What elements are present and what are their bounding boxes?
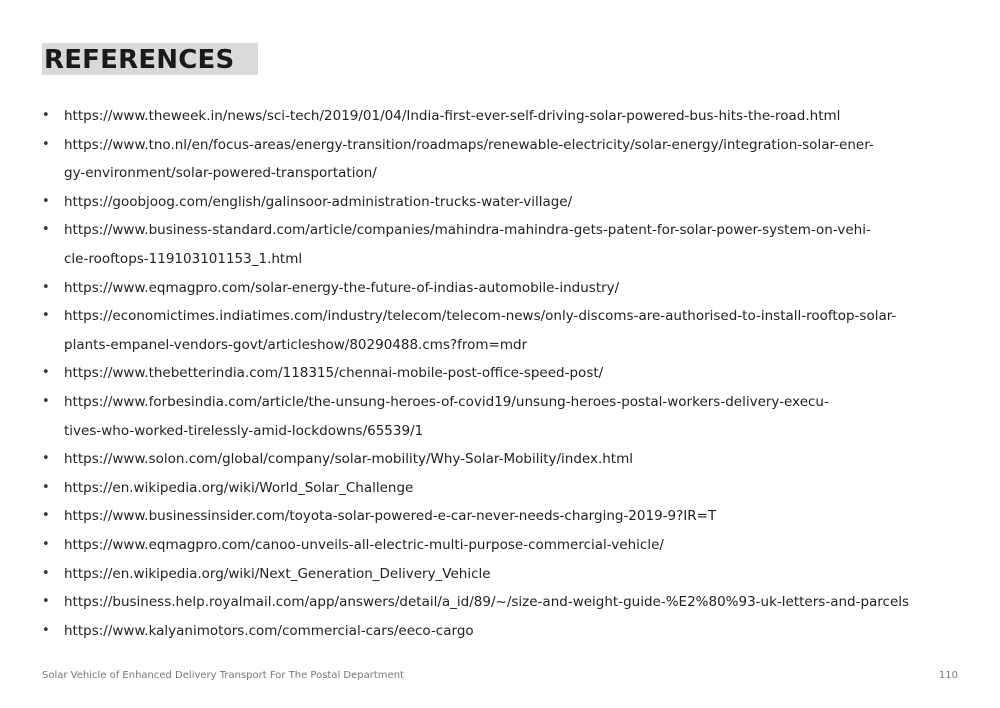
reference-url[interactable]: https://www.eqmagpro.com/solar-energy-the-future-of-indias-automobile-industry/ — [64, 279, 620, 296]
bullet-icon: • — [42, 193, 50, 209]
reference-url[interactable]: https://www.solon.com/global/company/solar-mobility/Why-Solar-Mobility/index.html — [64, 451, 633, 468]
reference-url[interactable]: gy-environment/solar-powered-transportation/ — [64, 165, 377, 182]
reference-url[interactable]: plants-empanel-vendors-govt/articleshow/80290488.cms?from=mdr — [64, 336, 528, 353]
bullet-icon: • — [42, 279, 50, 295]
bullet-icon: • — [42, 308, 50, 324]
footer-document-title: Solar Vehicle of Enhanced Delivery Transport For The Postal Department — [42, 670, 404, 681]
bullet-icon: • — [42, 108, 50, 123]
reference-url[interactable]: https://www.business-standard.com/article/companies/mahindra-mahindra-gets-patent-for-solar-power-system-on-vehi- — [64, 222, 871, 239]
reference-item — [42, 474, 962, 503]
reference-url[interactable]: https://goobjoog.com/english/galinsoor-administration-trucks-water-village/ — [64, 193, 573, 210]
reference-item — [42, 102, 962, 131]
reference-item — [42, 445, 962, 474]
reference-item — [42, 531, 962, 560]
reference-item — [42, 302, 962, 359]
bullet-icon: • — [42, 594, 50, 610]
reference-url[interactable]: https://www.eqmagpro.com/canoo-unveils-all-electric-multi-purpose-commercial-vehicle/ — [64, 536, 664, 553]
bullet-icon: • — [42, 565, 50, 581]
bullet-icon: • — [42, 393, 50, 409]
reference-item — [42, 502, 962, 531]
bullet-icon: • — [42, 508, 50, 524]
bullet-icon: • — [42, 451, 50, 467]
reference-url[interactable]: cle-rooftops-119103101153_1.html — [64, 250, 303, 267]
reference-item — [42, 274, 962, 303]
reference-url[interactable]: https://www.kalyanimotors.com/commercial-cars/eeco-cargo — [64, 622, 474, 639]
reference-item — [42, 216, 962, 273]
reference-url[interactable]: tives-who-worked-tirelessly-amid-lockdowns/65539/1 — [64, 422, 424, 439]
bullet-icon: • — [42, 222, 50, 238]
reference-list — [42, 102, 962, 645]
reference-url[interactable]: https://www.thebetterindia.com/118315/chennai-mobile-post-office-speed-post/ — [64, 365, 604, 382]
reference-url[interactable]: https://en.wikipedia.org/wiki/World_Solar_Challenge — [64, 479, 414, 496]
reference-url[interactable]: https://www.tno.nl/en/focus-areas/energy-transition/roadmaps/renewable-electricity/solar-energy/integration-solar-ener- — [64, 136, 874, 153]
page-number: 110 — [938, 670, 958, 681]
reference-item — [42, 359, 962, 388]
reference-url[interactable]: https://economictimes.indiatimes.com/industry/telecom/telecom-news/only-discoms-are-authorised-to-install-rooftop-solar- — [64, 308, 897, 325]
page-title: REFERENCES — [42, 43, 258, 75]
reference-item — [42, 588, 962, 617]
reference-url[interactable]: https://www.theweek.in/news/sci-tech/2019/01/04/India-first-ever-self-driving-solar-powered-bus-hits-the-road.html — [64, 108, 841, 124]
reference-item — [42, 131, 962, 188]
bullet-icon: • — [42, 622, 50, 638]
reference-item — [42, 560, 962, 589]
reference-item — [42, 388, 962, 445]
reference-item — [42, 617, 962, 646]
bullet-icon: • — [42, 479, 50, 495]
reference-url[interactable]: https://business.help.royalmail.com/app/answers/detail/a_id/89/~/size-and-weight-guide-%E2%80%93-uk-letters-and-parcels — [64, 594, 910, 611]
reference-url[interactable]: https://www.businessinsider.com/toyota-solar-powered-e-car-never-needs-charging-2019-9?IR=T — [64, 508, 717, 525]
reference-item — [42, 188, 962, 217]
bullet-icon: • — [42, 365, 50, 381]
bullet-icon: • — [42, 136, 50, 152]
reference-url[interactable]: https://en.wikipedia.org/wiki/Next_Generation_Delivery_Vehicle — [64, 565, 491, 582]
bullet-icon: • — [42, 536, 50, 552]
reference-url[interactable]: https://www.forbesindia.com/article/the-unsung-heroes-of-covid19/unsung-heroes-postal-workers-delivery-execu- — [64, 393, 829, 410]
